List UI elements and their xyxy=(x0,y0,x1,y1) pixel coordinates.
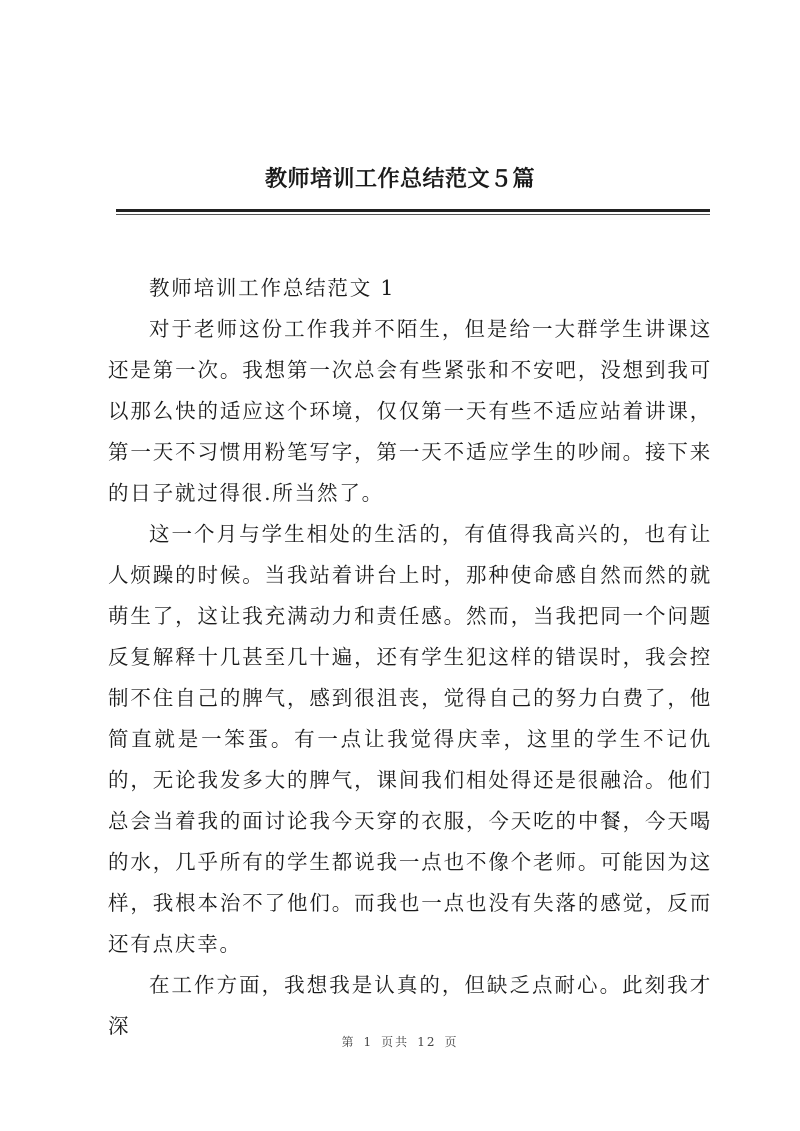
paragraph-3: 在工作方面，我想我是认真的，但缺乏点耐心。此刻我才深 xyxy=(108,973,712,1038)
title-rule-thick xyxy=(116,209,710,212)
paragraph-2: 这一个月与学生相处的生活的，有值得我高兴的，也有让人烦躁的时候。当我站着讲台上时，那种使命感自然而然的就萌生了，这让我充满动力和责任感。然而，当我把同一个问题反复解释十几甚至几十遍，还有学生犯这样的错误时，我会控制不住自己的脾气，感到很沮丧，觉得自己的努力白费了，他简直就是一笨蛋。有一点让我觉得庆幸，这里的学生不记仇的，无论我发多大的脾气，课间我们相处得还是很融洽。他们总会当着我的面讨论我今天穿的衣服，今天吃的中餐，今天喝的水，几乎所有的学生都说我一点也不像个老师。可能因为这样，我根本治不了他们。而我也一点也没有失落的感觉，反而还有点庆幸。 xyxy=(108,522,712,956)
document-title: 教师培训工作总结范文５篇 xyxy=(264,167,535,192)
footer-total-pages: 12 xyxy=(417,1035,437,1049)
footer-prefix: 第 xyxy=(341,1035,356,1049)
footer-mid: 页共 xyxy=(381,1035,410,1049)
title-rule-thin xyxy=(116,214,710,215)
page-footer xyxy=(0,1033,800,1050)
footer-page-number: 1 xyxy=(363,1035,374,1049)
footer-suffix: 页 xyxy=(444,1035,459,1049)
paragraph-1: 对于老师这份工作我并不陌生，但是给一大群学生讲课这还是第一次。我想第一次总会有些紧张和不安吧，没想到我可以那么快的适应这个环境，仅仅第一天有些不适应站着讲课，第一天不习惯用粉笔写字，第一天不适应学生的吵闹。接下来的日子就过得很.所当然了。 xyxy=(108,317,712,505)
document-body xyxy=(108,268,712,1047)
section-heading: 教师培训工作总结范文 1 xyxy=(149,276,396,300)
